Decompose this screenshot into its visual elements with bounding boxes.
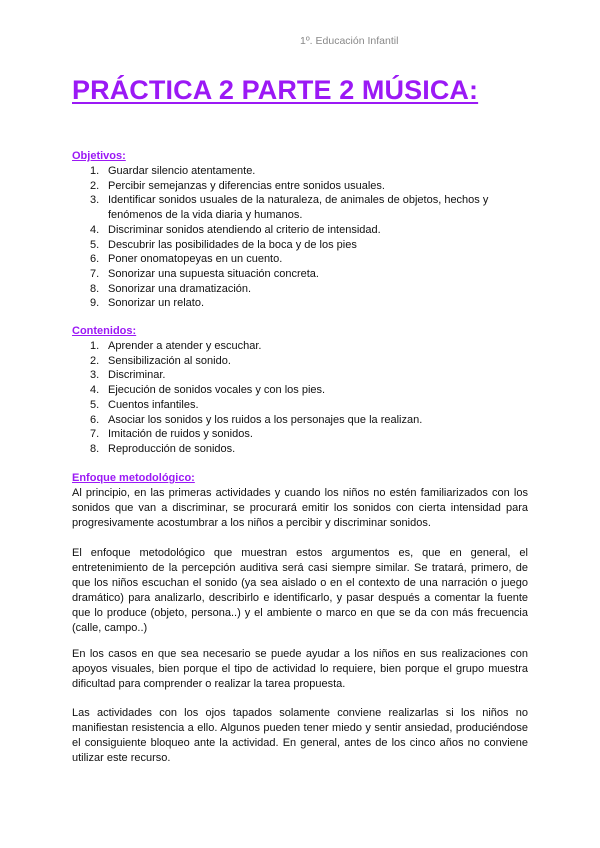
list-item: 2. Percibir semejanzas y diferencias entre sonidos usuales.	[90, 179, 385, 192]
list-item: 7. Imitación de ruidos y sonidos.	[90, 428, 253, 441]
list-item: 8. Sonorizar una dramatización.	[90, 282, 252, 295]
enfoque-paragraph-4: Las actividades con los ojos tapados solamente conviene realizarlas si los niños no manifiestan resistencia a ello. Algunos pueden tener miedo y sentir ansiedad, produciéndose el consiguiente bloqueo ante la actividad. En general, antes de los cinco años no conviene utilizar este recurso.	[72, 707, 528, 764]
page-title: PRÁCTICA 2 PARTE 2 MÚSICA:	[72, 75, 479, 105]
list-item: 7. Sonorizar una supuesta situación concreta.	[90, 267, 319, 280]
list-item: 1. Guardar silencio atentamente.	[90, 165, 256, 177]
enfoque-paragraph-1: Al principio, en las primeras actividades y cuando los niños no estén familiarizados con los sonidos que van a discriminar, se procurará emitir los sonidos con cierta intensidad para progresivamente acostumbrar a los niños a percibir y discriminar sonidos.	[72, 487, 528, 529]
list-item: 8. Reproducción de sonidos.	[90, 442, 236, 455]
list-item: 4. Discriminar sonidos atendiendo al criterio de intensidad.	[90, 223, 381, 236]
list-item: 5. Cuentos infantiles.	[90, 398, 199, 411]
contenidos-list	[72, 339, 528, 457]
list-item: 3. Discriminar.	[90, 369, 166, 382]
list-item: 6. Asociar los sonidos y los ruidos a los personajes que la realizan.	[90, 413, 423, 426]
list-item: 5. Descubrir las posibilidades de la boca y de los pies	[90, 238, 357, 251]
enfoque-paragraph-3: En los casos en que sea necesario se puede ayudar a los niños en sus realizaciones con apoyos visuales, bien porque el tipo de actividad lo requiere, bien porque el grupo muestra dificultad para comprender o realizar la tarea propuesta.	[72, 648, 528, 690]
list-item: 9. Sonorizar un relato.	[90, 297, 204, 310]
list-item: 3. Identificar sonidos usuales de la naturaleza, de animales de objetos, hechos y fenómenos de la vida diaria y humanos.	[90, 194, 489, 222]
objetivos-list	[72, 164, 528, 311]
list-item: 6. Poner onomatopeyas en un cuento.	[90, 253, 283, 266]
enfoque-heading: Enfoque metodológico:	[72, 472, 195, 484]
list-item: 1. Aprender a atender y escuchar.	[90, 340, 262, 352]
list-item: 4. Ejecución de sonidos vocales y con los pies.	[90, 384, 326, 397]
enfoque-paragraph-2: El enfoque metodológico que muestran estos argumentos es, que en general, el entretenimiento de la percepción auditiva será casi siempre similar. Se tratará, primero, de que los niños escuchan el sonido (ya sea aislado o en el contexto de una narración o juego dramático) para analizarlo, describirlo e identificarlo, y pasar después a comentar la fuente que lo produce (objeto, persona..) y el ambiente o marco en que se da con más frecuencia (calle, campo..)	[72, 547, 528, 634]
contenidos-heading: Contenidos:	[72, 325, 137, 337]
page-header: 1º. Educación Infantil	[300, 35, 399, 47]
list-item: 2. Sensibilización al sonido.	[90, 354, 231, 367]
objetivos-heading: Objetivos:	[72, 150, 126, 162]
